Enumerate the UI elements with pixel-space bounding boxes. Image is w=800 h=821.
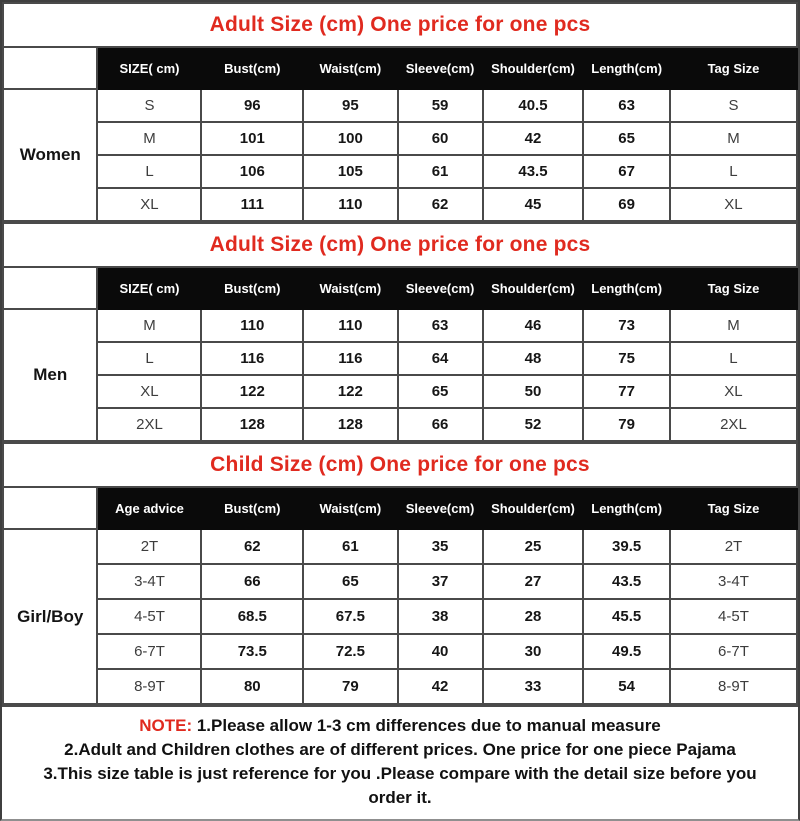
column-header-bust: Bust(cm) bbox=[201, 47, 303, 89]
men-header-corner-cell bbox=[3, 267, 97, 309]
length-cell: 77 bbox=[583, 375, 670, 408]
bust-cell: 66 bbox=[201, 564, 303, 599]
note-line bbox=[26, 714, 774, 738]
column-header-shoulder: Shoulder(cm) bbox=[483, 267, 584, 309]
column-header-tag-size: Tag Size bbox=[670, 267, 797, 309]
sleeve-cell: 38 bbox=[398, 599, 483, 634]
sleeve-cell: 62 bbox=[398, 188, 483, 221]
length-cell: 73 bbox=[583, 309, 670, 342]
note-line: 3.This size table is just reference for you .Please compare with the detail size before you order it. bbox=[43, 764, 757, 807]
column-header-size: SIZE( cm) bbox=[97, 47, 201, 89]
shoulder-cell: 30 bbox=[483, 634, 584, 669]
sleeve-cell: 60 bbox=[398, 122, 483, 155]
tag-size-cell: 3-4T bbox=[670, 564, 797, 599]
note-label: NOTE: bbox=[139, 716, 193, 735]
shoulder-cell: 42 bbox=[483, 122, 584, 155]
tag-size-cell: 4-5T bbox=[670, 599, 797, 634]
shoulder-cell: 45 bbox=[483, 188, 584, 221]
child-header-corner-cell bbox=[3, 487, 97, 529]
length-cell: 67 bbox=[583, 155, 670, 188]
shoulder-cell: 50 bbox=[483, 375, 584, 408]
bust-cell: 101 bbox=[201, 122, 303, 155]
note-line: 2.Adult and Children clothes are of different prices. One price for one piece Pajama bbox=[64, 740, 736, 759]
shoulder-cell: 43.5 bbox=[483, 155, 584, 188]
sleeve-cell: 64 bbox=[398, 342, 483, 375]
waist-cell: 100 bbox=[303, 122, 397, 155]
column-header-shoulder: Shoulder(cm) bbox=[483, 47, 584, 89]
column-header-length: Length(cm) bbox=[583, 47, 670, 89]
men-section-title: Adult Size (cm) One price for one pcs bbox=[209, 233, 591, 256]
bust-cell: 62 bbox=[201, 529, 303, 564]
note bbox=[2, 705, 798, 819]
waist-cell: 65 bbox=[303, 564, 397, 599]
bust-cell: 128 bbox=[201, 408, 303, 441]
length-cell: 43.5 bbox=[583, 564, 670, 599]
length-cell: 39.5 bbox=[583, 529, 670, 564]
men-size-table bbox=[2, 222, 798, 442]
age-cell: 2T bbox=[97, 529, 201, 564]
column-header-sleeve: Sleeve(cm) bbox=[398, 487, 483, 529]
shoulder-cell: 46 bbox=[483, 309, 584, 342]
age-cell: 3-4T bbox=[97, 564, 201, 599]
child-section-title: Child Size (cm) One price for one pcs bbox=[210, 453, 590, 476]
size-cell: M bbox=[97, 122, 201, 155]
length-cell: 75 bbox=[583, 342, 670, 375]
waist-cell: 122 bbox=[303, 375, 397, 408]
tag-size-cell: L bbox=[670, 342, 797, 375]
sleeve-cell: 63 bbox=[398, 309, 483, 342]
table-row bbox=[3, 122, 797, 155]
column-header-sleeve: Sleeve(cm) bbox=[398, 267, 483, 309]
column-header-waist: Waist(cm) bbox=[303, 47, 397, 89]
women-section-title: Adult Size (cm) One price for one pcs bbox=[209, 13, 591, 36]
women-section-title-row bbox=[3, 3, 797, 47]
sleeve-cell: 65 bbox=[398, 375, 483, 408]
sleeve-cell: 42 bbox=[398, 669, 483, 704]
length-cell: 65 bbox=[583, 122, 670, 155]
column-header-bust: Bust(cm) bbox=[201, 267, 303, 309]
column-header-shoulder: Shoulder(cm) bbox=[483, 487, 584, 529]
size-cell: L bbox=[97, 342, 201, 375]
length-cell: 63 bbox=[583, 89, 670, 122]
men-section-title-row bbox=[3, 223, 797, 267]
sleeve-cell: 37 bbox=[398, 564, 483, 599]
sleeve-cell: 59 bbox=[398, 89, 483, 122]
sleeve-cell: 40 bbox=[398, 634, 483, 669]
shoulder-cell: 52 bbox=[483, 408, 584, 441]
waist-cell: 79 bbox=[303, 669, 397, 704]
waist-cell: 110 bbox=[303, 188, 397, 221]
note-line-1-text: 1.Please allow 1-3 cm differences due to manual measure bbox=[196, 716, 661, 735]
column-header-length: Length(cm) bbox=[583, 267, 670, 309]
length-cell: 79 bbox=[583, 408, 670, 441]
table-row bbox=[3, 564, 797, 599]
length-cell: 54 bbox=[583, 669, 670, 704]
bust-cell: 68.5 bbox=[201, 599, 303, 634]
column-header-tag-size: Tag Size bbox=[670, 47, 797, 89]
tag-size-cell: XL bbox=[670, 188, 797, 221]
column-header-waist: Waist(cm) bbox=[303, 487, 397, 529]
column-header-waist: Waist(cm) bbox=[303, 267, 397, 309]
waist-cell: 105 bbox=[303, 155, 397, 188]
tag-size-cell: M bbox=[670, 122, 797, 155]
child-size-table bbox=[2, 442, 798, 705]
size-cell: XL bbox=[97, 188, 201, 221]
tag-size-cell: XL bbox=[670, 375, 797, 408]
table-row bbox=[3, 599, 797, 634]
bust-cell: 96 bbox=[201, 89, 303, 122]
length-cell: 69 bbox=[583, 188, 670, 221]
sleeve-cell: 61 bbox=[398, 155, 483, 188]
shoulder-cell: 27 bbox=[483, 564, 584, 599]
bust-cell: 111 bbox=[201, 188, 303, 221]
tag-size-cell: 2XL bbox=[670, 408, 797, 441]
size-cell: L bbox=[97, 155, 201, 188]
women-header-corner-cell bbox=[3, 47, 97, 89]
sleeve-cell: 66 bbox=[398, 408, 483, 441]
column-header-tag-size: Tag Size bbox=[670, 487, 797, 529]
tag-size-cell: L bbox=[670, 155, 797, 188]
age-cell: 8-9T bbox=[97, 669, 201, 704]
tag-size-cell: M bbox=[670, 309, 797, 342]
shoulder-cell: 48 bbox=[483, 342, 584, 375]
shoulder-cell: 40.5 bbox=[483, 89, 584, 122]
table-row bbox=[3, 669, 797, 704]
bust-cell: 110 bbox=[201, 309, 303, 342]
length-cell: 49.5 bbox=[583, 634, 670, 669]
size-cell: S bbox=[97, 89, 201, 122]
table-row bbox=[3, 408, 797, 441]
age-cell: 4-5T bbox=[97, 599, 201, 634]
table-row bbox=[3, 342, 797, 375]
waist-cell: 128 bbox=[303, 408, 397, 441]
column-header-length: Length(cm) bbox=[583, 487, 670, 529]
shoulder-cell: 28 bbox=[483, 599, 584, 634]
bust-cell: 122 bbox=[201, 375, 303, 408]
age-cell: 6-7T bbox=[97, 634, 201, 669]
waist-cell: 110 bbox=[303, 309, 397, 342]
tag-size-cell: S bbox=[670, 89, 797, 122]
column-header-bust: Bust(cm) bbox=[201, 487, 303, 529]
table-row bbox=[3, 529, 797, 564]
tag-size-cell: 2T bbox=[670, 529, 797, 564]
table-row bbox=[3, 375, 797, 408]
waist-cell: 67.5 bbox=[303, 599, 397, 634]
table-row bbox=[3, 89, 797, 122]
sleeve-cell: 35 bbox=[398, 529, 483, 564]
bust-cell: 80 bbox=[201, 669, 303, 704]
tag-size-cell: 6-7T bbox=[670, 634, 797, 669]
column-header-size: SIZE( cm) bbox=[97, 267, 201, 309]
column-header-sleeve: Sleeve(cm) bbox=[398, 47, 483, 89]
waist-cell: 95 bbox=[303, 89, 397, 122]
women-size-table bbox=[2, 2, 798, 222]
group-cell-women: Women bbox=[3, 89, 97, 221]
size-cell: 2XL bbox=[97, 408, 201, 441]
group-cell-girl-boy: Girl/Boy bbox=[3, 529, 97, 704]
waist-cell: 61 bbox=[303, 529, 397, 564]
bust-cell: 73.5 bbox=[201, 634, 303, 669]
length-cell: 45.5 bbox=[583, 599, 670, 634]
bust-cell: 116 bbox=[201, 342, 303, 375]
table-row bbox=[3, 188, 797, 221]
shoulder-cell: 33 bbox=[483, 669, 584, 704]
shoulder-cell: 25 bbox=[483, 529, 584, 564]
table-row bbox=[3, 155, 797, 188]
column-header-age-advice: Age advice bbox=[97, 487, 201, 529]
table-row bbox=[3, 634, 797, 669]
table-row bbox=[3, 309, 797, 342]
tag-size-cell: 8-9T bbox=[670, 669, 797, 704]
waist-cell: 116 bbox=[303, 342, 397, 375]
waist-cell: 72.5 bbox=[303, 634, 397, 669]
group-cell-men: Men bbox=[3, 309, 97, 441]
bust-cell: 106 bbox=[201, 155, 303, 188]
size-cell: M bbox=[97, 309, 201, 342]
size-cell: XL bbox=[97, 375, 201, 408]
child-section-title-row bbox=[3, 443, 797, 487]
